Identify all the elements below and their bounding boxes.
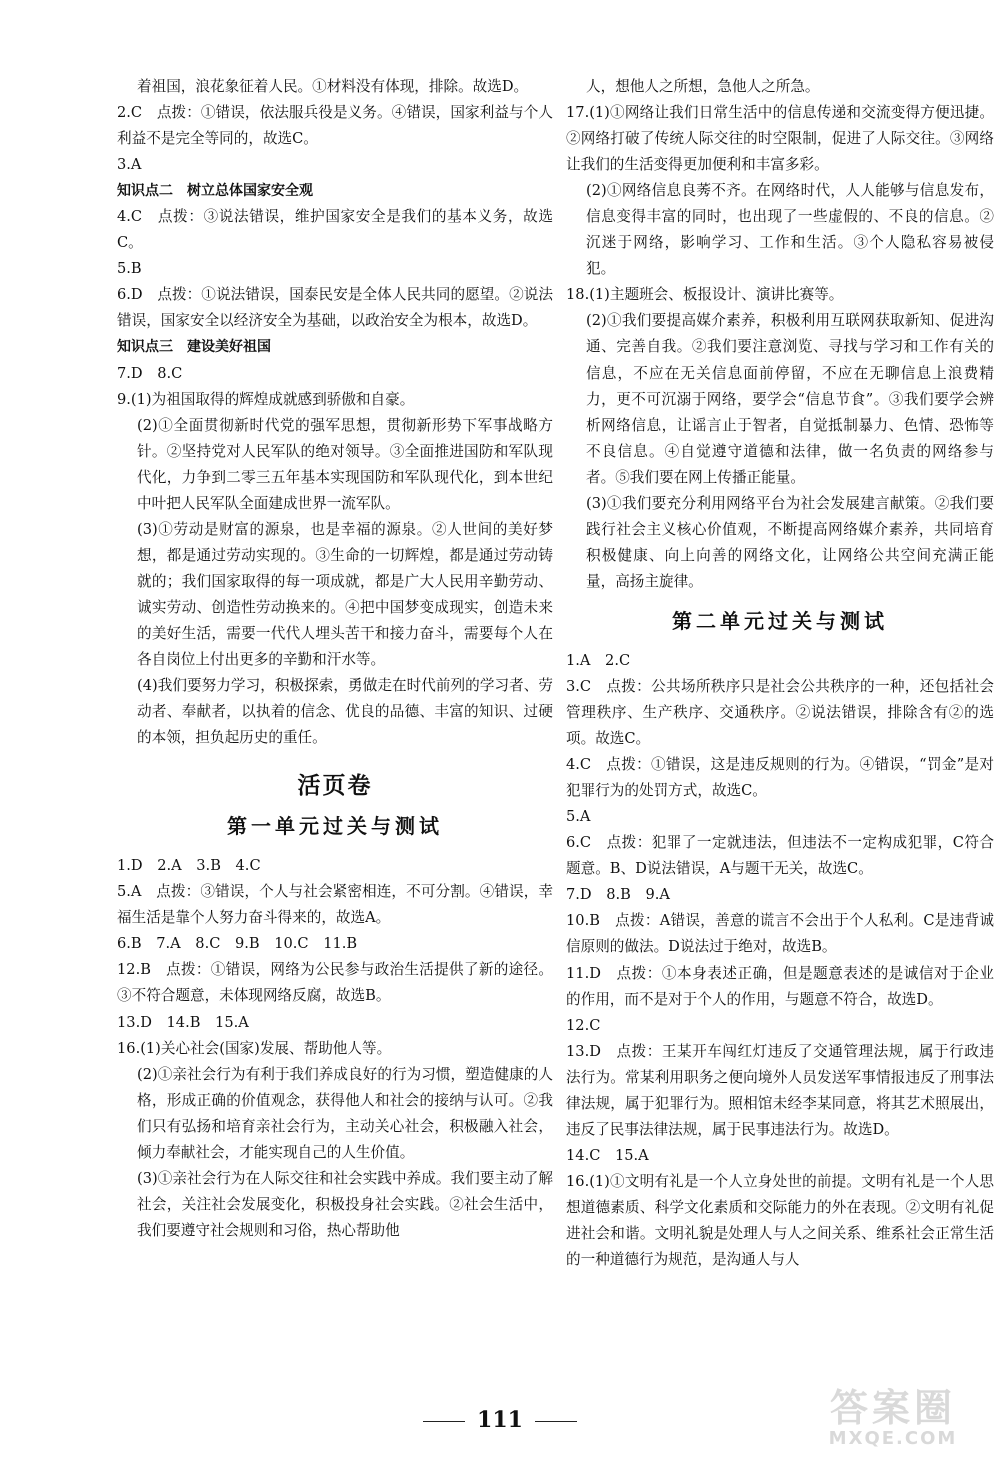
answer-paragraph: 13.D 14.B 15.A [117, 1013, 249, 1031]
answer-paragraph: 10.B 点拨：A错误，善意的谎言不会出于个人私利。C是违背诚信原则的做法。D说法过于绝对，故选B。 [566, 912, 994, 956]
answer-paragraph: 3.C 点拨：公共场所秩序只是社会公共秩序的一种，还包括社会管理秩序、生产秩序、交通秩序。②说法错误，排除含有②的选项。故选C。 [566, 677, 994, 748]
answer-paragraph: (2)①网络信息良莠不齐。在网络时代，人人能够与信息发布，信息变得丰富的同时，也出现了一些虚假的、不良的信息。②沉迷于网络，影响学习、工作和生活。③个人隐私容易被侵犯。 [586, 182, 994, 278]
answer-paragraph: 1.A 2.C [566, 651, 631, 669]
section-heading: 活页卷 [297, 773, 373, 800]
left-column [117, 74, 553, 1244]
right-column [566, 74, 994, 1273]
answer-paragraph: 人，想他人之所想，急他人之所急。 [586, 78, 820, 95]
answer-paragraph: 13.D 点拨：王某开车闯红灯违反了交通管理法规，属于行政违法行为。常某利用职务之便向境外人员发送军事情报违反了刑事法律法规，属于犯罪行为。照相馆未经李某同意，将其艺术照展出，违反了民事法律法规，属于民事违法行为。故选D。 [566, 1042, 994, 1138]
answer-paragraph: 12.C [566, 1016, 601, 1034]
answer-paragraph: (3)①我们要充分利用网络平台为社会发展建言献策。②我们要践行社会主义核心价值观，不断提高网络媒介素养，共同培育积极健康、向上向善的网络文化，让网络公共空间充满正能量，高扬主旋律。 [586, 494, 994, 590]
answer-paragraph: 4.C 点拨：③说法错误，维护国家安全是我们的基本义务，故选C。 [117, 208, 553, 252]
knowledge-heading: 知识点三 建设美好祖国 [117, 339, 271, 356]
page-number: 111 [0, 1407, 1000, 1433]
answer-paragraph: 6.C 点拨：犯罪了一定就违法，但违法不一定构成犯罪，C符合题意。B、D说法错误，A与题干无关，故选C。 [566, 834, 994, 878]
knowledge-heading: 知识点二 树立总体国家安全观 [117, 183, 313, 200]
answer-paragraph: (2)①亲社会行为有利于我们养成良好的行为习惯，塑造健康的人格，形成正确的价值观念，获得他人和社会的接纳与认可。②我们只有弘扬和培育亲社会行为，主动关心社会，积极融入社会，倾力奉献社会，才能实现自己的人生价值。 [137, 1065, 553, 1161]
answer-paragraph: 4.C 点拨：①错误，这是违反规则的行为。④错误，“罚金”是对犯罪行为的处罚方式，故选C。 [566, 756, 994, 800]
answer-paragraph: 3.A [117, 156, 142, 174]
answer-paragraph: 7.D 8.C [117, 364, 183, 382]
answer-paragraph: 5.A 点拨：③错误，个人与社会紧密相连，不可分割。④错误，幸福生活是靠个人努力奋斗得来的，故选A。 [117, 883, 553, 927]
answer-paragraph: 16.(1)①文明有礼是一个人立身处世的前提。文明有礼是一个人思想道德素质、科学文化素质和交际能力的外在表现。②文明有礼促进社会和谐。文明礼貌是处理人与人之间关系、维系社会正常生活的一种道德行为规范，是沟通人与人 [566, 1172, 994, 1269]
answer-paragraph: 11.D 点拨：①本身表述正确，但是题意表述的是诚信对于企业的作用，而不是对于个人的作用，与题意不符合，故选D。 [566, 964, 994, 1008]
section-heading: 第一单元过关与测试 [227, 814, 443, 839]
watermark-logo: 答案圈 MXQE.COM [828, 1386, 958, 1449]
answer-paragraph: 18.(1)主题班会、板报设计、演讲比赛等。 [566, 286, 844, 304]
answer-paragraph: 12.B 点拨：①错误，网络为公民参与政治生活提供了新的途径。③不符合题意，未体现网络反腐，故选B。 [117, 961, 553, 1005]
answer-paragraph: 9.(1)为祖国取得的辉煌成就感到骄傲和自豪。 [117, 390, 415, 408]
answer-paragraph: 1.D 2.A 3.B 4.C [117, 857, 261, 875]
answer-paragraph: 着祖国，浪花象征着人民。①材料没有体现，排除。故选D。 [137, 78, 529, 95]
answer-paragraph: 6.D 点拨：①说法错误，国泰民安是全体人民共同的愿望。②说法错误，国家安全以经济安全为基础，以政治安全为根本，故选D。 [117, 286, 553, 330]
answer-paragraph: (3)①劳动是财富的源泉，也是幸福的源泉。②人世间的美好梦想，都是通过劳动实现的。③生命的一切辉煌，都是通过劳动铸就的；我们国家取得的每一项成就，都是广大人民用辛勤劳动、诚实劳动、创造性劳动换来的。④把中国梦变成现实，创造未来的美好生活，需要一代代人埋头苦干和接力奋斗，需要每个人在各自岗位上付出更多的辛勤和汗水等。 [137, 520, 553, 669]
answer-paragraph: 2.C 点拨：①错误，依法服兵役是义务。④错误，国家利益与个人利益不是完全等同的，故选C。 [117, 104, 553, 148]
answer-paragraph: 5.B [117, 260, 142, 278]
answer-paragraph: 6.B 7.A 8.C 9.B 10.C 11.B [117, 935, 358, 953]
answer-paragraph: 17.(1)①网络让我们日常生活中的信息传递和交流变得方便迅捷。②网络打破了传统人际交往的时空限制，促进了人际交往。③网络让我们的生活变得更加便利和丰富多彩。 [566, 104, 994, 174]
answer-paragraph: (3)①亲社会行为在人际交往和社会实践中养成。我们要主动了解社会，关注社会发展变化，积极投身社会实践。②社会生活中，我们要遵守社会规则和习俗，热心帮助他 [137, 1169, 553, 1239]
answer-paragraph: (2)①全面贯彻新时代党的强军思想，贯彻新形势下军事战略方针。②坚持党对人民军队的绝对领导。③全面推进国防和军队现代化，力争到二零三五年基本实现国防和军队现代化，到本世纪中叶把人民军队全面建成世界一流军队。 [137, 416, 553, 512]
answer-paragraph: (4)我们要努力学习，积极探索，勇做走在时代前列的学习者、劳动者、奉献者，以执着的信念、优良的品德、丰富的知识、过硬的本领，担负起历史的重任。 [137, 677, 553, 747]
section-heading: 第二单元过关与测试 [672, 608, 888, 633]
answer-paragraph: 14.C 15.A [566, 1146, 649, 1164]
answer-paragraph: 5.A [566, 808, 591, 826]
answer-paragraph: (2)①我们要提高媒介素养，积极利用互联网获取新知、促进沟通、完善自我。②我们要注意浏览、寻找与学习和工作有关的信息，不应在无关信息面前停留，不应在无聊信息上浪费精力，更不可沉溺于网络，要学会“信息节食”。③我们要学会辨析网络信息，让谣言止于智者，自觉抵制暴力、色情、恐怖等不良信息。④自觉遵守道德和法律，做一名负责的网络参与者。⑤我们要在网上传播正能量。 [586, 312, 994, 486]
answer-paragraph: 7.D 8.B 9.A [566, 886, 670, 904]
answer-paragraph: 16.(1)关心社会(国家)发展、帮助他人等。 [117, 1039, 392, 1057]
